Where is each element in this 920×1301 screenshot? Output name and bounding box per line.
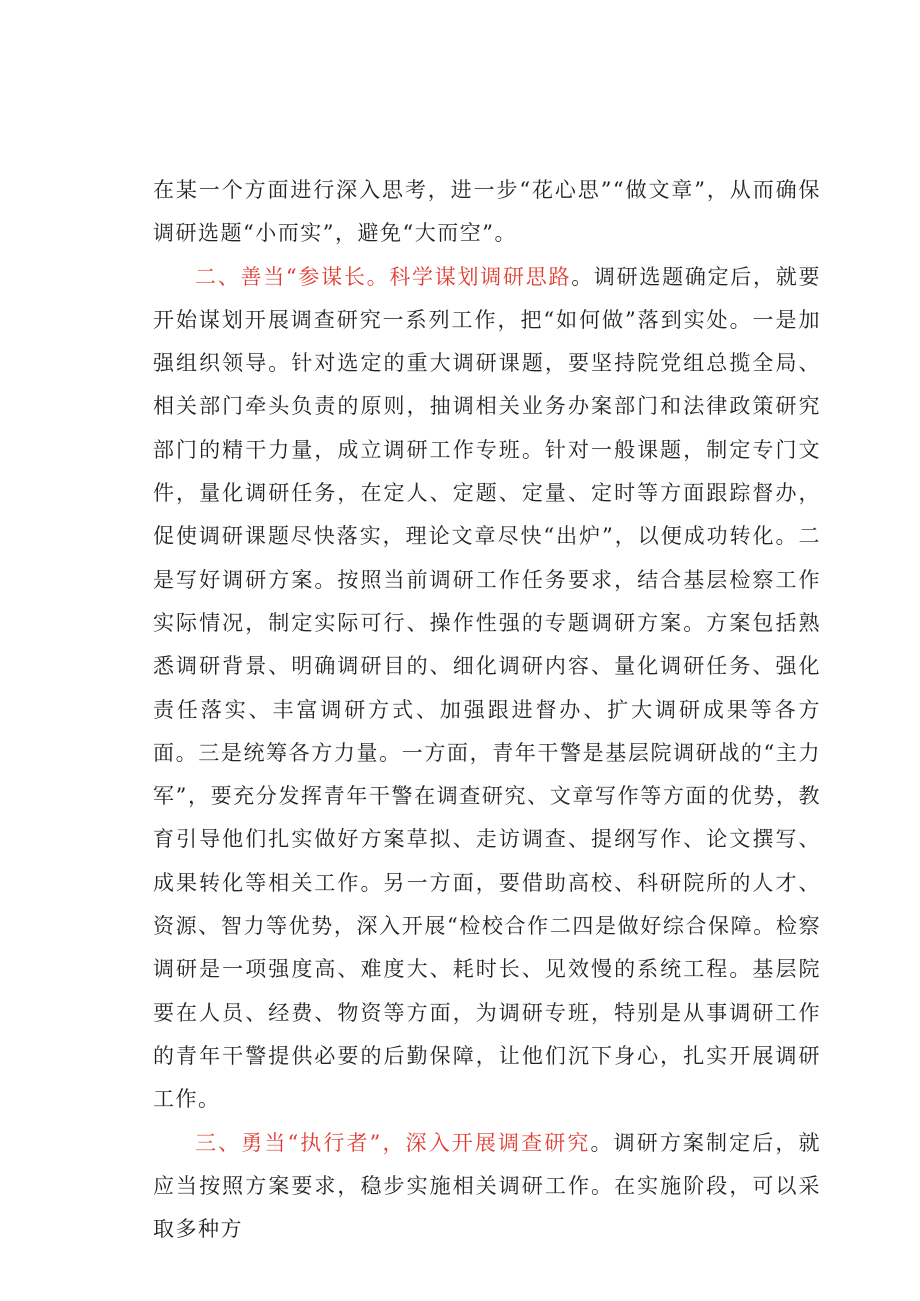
section-heading-2: 二、善当“参谋长。科学谋划调研思路 — [195, 264, 572, 289]
document-body — [153, 169, 821, 1251]
paragraph-2-text: 。调研选题确定后，就要开始谋划开展调查研究一系列工作，把“如何做”落到实处。一是加强组织领导。针对选定的重大调研课题，要坚持院党组总揽全局、相关部门牵头负责的原则，抽调相关业务办案部门和法律政策研究部门的精干力量，成立调研工作专班。针对一般课题，制定专门文件，量化调研任务，在定人、定题、定量、定时等方面跟踪督办，促使调研课题尽快落实，理论文章尽快“出炉”，以便成功转化。二是写好调研方案。按照当前调研工作任务要求，结合基层检察工作实际情况，制定实际可行、操作性强的专题调研方案。方案包括熟悉调研背景、明确调研目的、细化调研内容、量化调研任务、强化责任落实、丰富调研方式、加强跟进督办、扩大调研成果等各方面。三是统筹各方力量。一方面，青年干警是基层院调研战的“主力军”，要充分发挥青年干警在调查研究、文章写作等方面的优势，教育引导他们扎实做好方案草拟、走访调查、提纲写作、论文撰写、成果转化等相关工作。另一方面，要借助高校、科研院所的人才、资源、智力等优势，深入开展“检校合作二四是做好综合保障。检察调研是一项强度高、难度大、耗时长、见效慢的系统工程。基层院要在人员、经费、物资等方面，为调研专班，特别是从事调研工作的青年干警提供必要的后勤保障，让他们沉下身心，扎实开展调研工作。 — [153, 264, 822, 1112]
paragraph-3-text: 。调研方案制定后，就应当按照方案要求，稳步实施相关调研工作。在实施阶段，可以采取多种方 — [153, 1130, 821, 1242]
paragraph-1 — [153, 169, 821, 256]
section-heading-3: 三、勇当“执行者”，深入开展调查研究 — [195, 1130, 591, 1155]
paragraph-2 — [153, 256, 821, 1122]
paragraph-3 — [153, 1122, 821, 1252]
paragraph-1-text: 在某一个方面进行深入思考，进一步“花心思”“做文章”，从而确保调研选题“小而实”，避免“大而空”。 — [153, 178, 821, 246]
